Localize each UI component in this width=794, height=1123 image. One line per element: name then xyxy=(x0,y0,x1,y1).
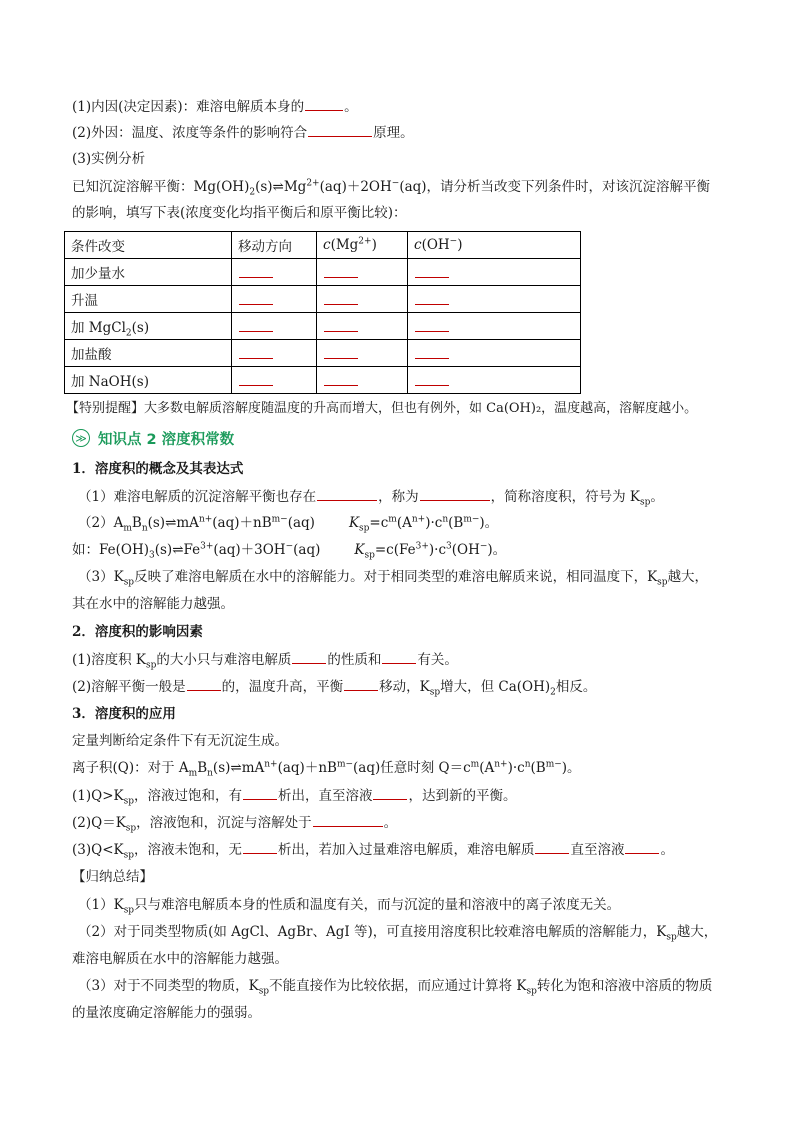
answer-blank[interactable] xyxy=(305,96,343,111)
rule-line: $(3)Q<K_{sp}$，溶液未饱和，无 析出，若加入过量难溶电解质，难溶电解质 直至溶液 。 xyxy=(72,839,674,860)
factor-line: (2)溶解平衡一般是 的，温度升高，平衡 移动，$K_{sp}$增大，但 $Ca(OH)_2$相反。 xyxy=(72,676,596,697)
definition-line: （1）难溶电解质的沉淀溶解平衡也存在 ，称为 ，简称溶度积，符号为 $K_{sp}$。 xyxy=(78,486,664,507)
table-cell: 加 NaOH(s) xyxy=(65,367,232,394)
section-heading: 3．溶度积的应用 xyxy=(72,706,176,722)
answer-blank[interactable] xyxy=(535,839,569,854)
answer-blank[interactable] xyxy=(239,344,273,359)
answer-blank[interactable] xyxy=(324,263,358,278)
table-cell: 加 MgCl$_2$(s) xyxy=(65,313,232,340)
table-header: c(OH−) xyxy=(408,232,581,259)
answer-blank[interactable] xyxy=(344,676,378,691)
rule-line: $(2)Q=K_{sp}$，溶液饱和，沉淀与溶解处于 。 xyxy=(72,812,397,833)
answer-blank[interactable] xyxy=(313,812,383,827)
table-row xyxy=(65,367,581,394)
ion-product-line: 离子积(Q)：对于 $A_mB_n(s)\rightleftharpoons mA^{n+}(aq)+nB^{m-}(aq)$任意时刻 $Q=c^m(A^{n+})\cdot c^n(B^{m-})$。 xyxy=(72,759,581,779)
answer-blank[interactable] xyxy=(243,839,277,854)
internal-factor-line: (1)内因(决定因素)：难溶电解质本身的 。 xyxy=(72,96,358,117)
summary-line: （3）对于不同类型的物质，$K_{sp}$不能直接作为比较依据，而应通过计算将 $K_{sp}$转化为饱和溶液中溶质的物质 xyxy=(78,978,713,997)
answer-blank[interactable] xyxy=(415,317,449,332)
table-row xyxy=(65,259,581,286)
section-heading: 2．溶度积的影响因素 xyxy=(72,624,203,640)
answer-blank[interactable] xyxy=(373,785,407,800)
example-heading: (3)实例分析 xyxy=(72,151,146,167)
answer-blank[interactable] xyxy=(625,839,659,854)
double-chevron-icon: ≫ xyxy=(72,429,90,447)
general-expression-line: $(2)A_mB_n(s)\rightleftharpoons mA^{n+}(aq)+nB^{m-}(aq)$ $K_{sp}=c^m(A^{n+})\cdot c^n(B^{m-})$。 xyxy=(78,514,499,534)
instruction-line: 的影响，填写下表(浓度变化均指平衡后和原平衡比较)： xyxy=(72,205,407,221)
table-row xyxy=(65,313,581,340)
answer-blank[interactable] xyxy=(415,371,449,386)
answer-blank[interactable] xyxy=(324,371,358,386)
ksp-meaning-line: $(3)K_{sp}$反映了难溶电解质在水中的溶解能力。对于相同类型的难溶电解质来说，相同温度下，$K_{sp}$越大， xyxy=(78,569,709,588)
answer-blank[interactable] xyxy=(187,676,221,691)
table-header: 移动方向 xyxy=(232,232,317,259)
answer-blank[interactable] xyxy=(239,317,273,332)
answer-blank[interactable] xyxy=(415,344,449,359)
example-expression-line: 如：$Fe(OH)_3(s)\rightleftharpoons Fe^{3+}(aq)+3OH^-(aq)$ $K_{sp}=c(Fe^{3+})\cdot c^3(OH^-)$。 xyxy=(72,541,507,561)
special-tip: 【特别提醒】大多数电解质溶解度随温度的升高而增大，但也有例外，如 Ca(OH)₂，温度越高，溶解度越小。 xyxy=(66,401,698,416)
answer-blank[interactable] xyxy=(317,486,377,501)
answer-blank[interactable] xyxy=(239,371,273,386)
table-row xyxy=(65,340,581,367)
summary-line: 的量浓度确定溶解能力的强弱。 xyxy=(72,1005,261,1021)
answer-blank[interactable] xyxy=(239,263,273,278)
summary-line: $(1)K_{sp}$只与难溶电解质本身的性质和温度有关，而与沉淀的量和溶液中的离子浓度无关。 xyxy=(78,897,621,916)
answer-blank[interactable] xyxy=(324,344,358,359)
answer-blank[interactable] xyxy=(324,317,358,332)
external-factor-line: (2)外因：温度、浓度等条件的影响符合 原理。 xyxy=(72,122,414,143)
condition-table xyxy=(64,231,581,394)
answer-blank[interactable] xyxy=(324,290,358,305)
rule-line: $(1)Q>K_{sp}$，溶液过饱和，有 析出，直至溶液 ，达到新的平衡。 xyxy=(72,785,516,806)
knowledge-point-heading xyxy=(72,427,234,449)
table-cell: 升温 xyxy=(65,286,232,313)
summary-line: 难溶电解质在水中的溶解能力越强。 xyxy=(72,951,288,967)
table-header: $c(Mg^{2+})$ xyxy=(317,232,408,259)
answer-blank[interactable] xyxy=(415,290,449,305)
application-line: 定量判断给定条件下有无沉淀生成。 xyxy=(72,733,288,749)
table-row xyxy=(65,286,581,313)
answer-blank[interactable] xyxy=(243,785,277,800)
summary-line: （2）对于同类型物质(如 AgCl、AgBr、AgI 等)，可直接用溶度积比较难溶电解质的溶解能力，$K_{sp}$越大， xyxy=(78,924,718,943)
section-heading: 1．溶度积的概念及其表达式 xyxy=(72,461,244,477)
summary-heading: 【归纳总结】 xyxy=(72,869,153,885)
equilibrium-line: 已知沉淀溶解平衡：$Mg(OH)_2(s)\rightleftharpoons Mg^{2+}(aq)+2OH^-(aq)$，请分析当改变下列条件时，对该沉淀溶解平衡 xyxy=(72,178,711,198)
factor-line: (1)溶度积 $K_{sp}$的大小只与难溶电解质 的性质和 有关。 xyxy=(72,649,458,670)
knowledge-point-title: 知识点 2 溶度积常数 xyxy=(98,431,235,448)
answer-blank[interactable] xyxy=(415,263,449,278)
table-header: 条件改变 xyxy=(65,232,232,259)
answer-blank[interactable] xyxy=(239,290,273,305)
ksp-meaning-line-2: 其在水中的溶解能力越强。 xyxy=(72,596,234,612)
table-cell: 加少量水 xyxy=(65,259,232,286)
answer-blank[interactable] xyxy=(382,649,416,664)
table-cell: 加盐酸 xyxy=(65,340,232,367)
answer-blank[interactable] xyxy=(292,649,326,664)
answer-blank[interactable] xyxy=(308,122,372,137)
answer-blank[interactable] xyxy=(420,486,490,501)
